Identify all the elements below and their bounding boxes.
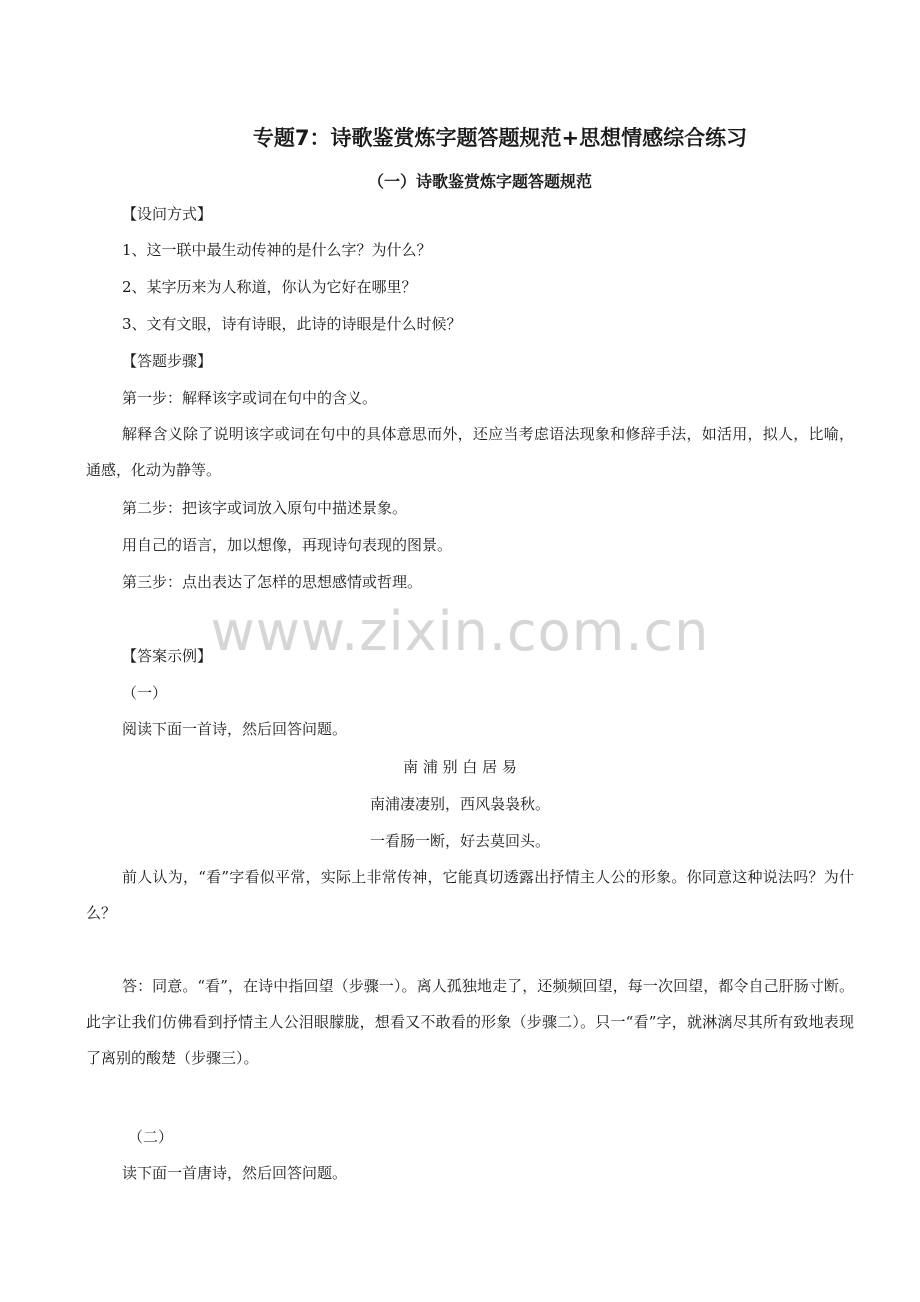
example-2-label: （二） [128,1128,174,1146]
question-item: 1、这一联中最生动传神的是什么字？为什么？ [122,241,432,259]
example-1-answer: 答：同意。“看”，在诗中指回望（步骤一）。离人孤独地走了，还频频回望，每一次回望，都令自己肝肠寸断。此字让我们仿佛看到抒情主人公泪眼朦胧，想看又不敢看的形象（步骤二）。只一“看”字，就淋漓尽其所有致地表现了离别的酸楚（步骤三）。 [86,977,854,1067]
questions-heading: 【设问方式】 [122,205,213,223]
question-item: 3、文有文眼，诗有诗眼，此诗的诗眼是什么时候？ [122,315,462,333]
example-1-question: 前人认为，“看”字看似平常，实际上非常传神，它能真切透露出抒情主人公的形象。你同意这种说法吗？为什么？ [86,868,854,922]
step-3: 第三步：点出表达了怎样的思想感情或哲理。 [122,573,423,591]
step-2-detail: 用自己的语言，加以想像，再现诗句表现的图景。 [122,536,453,554]
step-1: 第一步：解释该字或词在句中的含义。 [122,389,378,407]
question-item: 2、某字历来为人称道，你认为它好在哪里？ [122,278,417,296]
page-title: 专题7：诗歌鉴赏炼字题答题规范+思想情感综合练习 [252,126,748,150]
poem-title: 南 浦 别 白 居 易 [403,758,517,776]
step-2: 第二步：把该字或词放入原句中描述景象。 [122,499,408,517]
example-1-intro: 阅读下面一首诗，然后回答问题。 [122,720,348,738]
example-2-intro: 读下面一首唐诗，然后回答问题。 [122,1164,348,1182]
step-1-detail: 解释含义除了说明该字或词在句中的具体意思而外，还应当考虑语法现象和修辞手法，如活用，拟人，比喻，通感，化动为静等。 [86,425,854,479]
poem-line: 南浦凄凄别，西风袅袅秋。 [369,795,550,813]
examples-heading: 【答案示例】 [122,647,213,665]
section-subtitle: （一）诗歌鉴赏炼字题答题规范 [367,172,592,191]
example-1-label: （一） [122,684,168,702]
poem-line: 一看肠一断，好去莫回头。 [369,832,550,850]
steps-heading: 【答题步骤】 [122,352,213,370]
watermark: www.zixin.com.cn [210,600,710,663]
